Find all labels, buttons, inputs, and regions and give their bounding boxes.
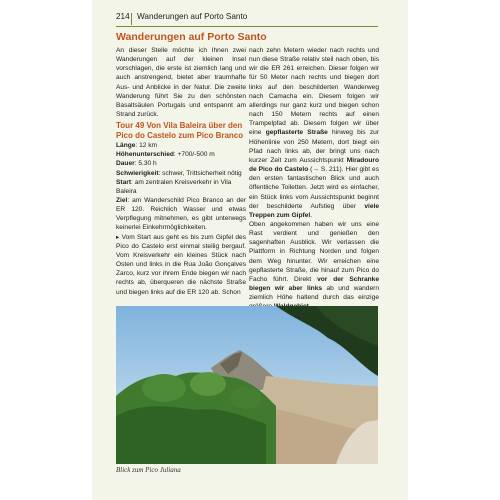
fact-value: : am Wanderschild Pico Branco an der ER 120. Reichlich Wasser und etwas Verpflegung mitnehmen, es gibt unterwegs keinerlei Einkehrmöglichkeiten. xyxy=(116,197,246,232)
tour-title: Tour 49 Von Vila Baleira über den Pico do Castelo zum Pico Branco xyxy=(116,121,244,140)
route-paragraph-1: nach zehn Metern wieder nach rechts und nun diese Straße relativ steil nach oben, bis wir die ER 261 erreichen. Dieser folgen wir für 50 Meter nach rechts und biegen dort links auf den beschilderten Wanderweg nach Camacha ein. Diesem folgen wir allerdings nur ganz kurz und biegen schon nach 150 Metern rechts auf einen Trampelpfad ab. Diesem folgen wir über eine gepflasterte Straße hinweg bis zur Höhenlinie von 250 Metern, dort biegt ein Pfad nach links ab, der bringt uns nach kurzer Zeit zum Aussichtspunkt Miradouro de Pico do Castelo (→ S. 211). Hier gibt es den ersten fantastischen Blick und auch öffentliche Toiletten. Jetzt wird es einfacher, ein Stück links vom Aussichtspunkt beginnt der beschilderte Aufstieg über viele Treppen zum Gipfel. xyxy=(249,47,379,219)
fact-difficulty xyxy=(116,169,246,178)
fact-duration xyxy=(116,159,246,168)
fact-label: Höhenunterschied xyxy=(116,151,174,159)
fact-label: Länge xyxy=(116,142,136,150)
left-column xyxy=(116,46,246,297)
fact-goal xyxy=(116,196,246,233)
highlight-barrier: vor der Schranke biegen wir aber links xyxy=(249,275,380,293)
highlight-paved-road: gepflasterte Straße xyxy=(265,129,328,137)
running-title: Wanderungen auf Porto Santo xyxy=(137,12,248,21)
photo-caption: Blick zum Pico Juliana xyxy=(116,466,181,474)
fact-elevation xyxy=(116,150,246,159)
fact-value: : +700/-500 m xyxy=(173,151,215,159)
fact-value: : 12 km xyxy=(135,142,158,150)
right-column xyxy=(249,46,379,312)
route-paragraph-2: Oben angekommen haben wir uns eine Rast verdient und genießen den sagenhaften Ausblick. Wir verlassen die Plattform in Richtung Norden und folgen dem Weg hinunter. Wir erreichen eine gepflasterte Straße, die hinauf zum Pico do Facho führt. Direkt vor der Schranke biegen wir aber links ab und wandern ziemlich Höhe haltend durch das einzige xyxy=(249,220,379,312)
running-header xyxy=(116,12,378,27)
tour-facts xyxy=(116,141,246,233)
fact-label: Dauer xyxy=(116,160,135,168)
fact-value: : 5.30 h xyxy=(134,160,157,168)
fact-value: : schwer, Trittsicherheit nötig xyxy=(158,169,242,177)
highlight-stairs: viele Treppen zum Gipfel xyxy=(249,202,379,219)
fact-label: Schwierigkeit xyxy=(116,169,159,177)
directions-paragraph: ▸ Vom Start aus geht es bis zum Gipfel des Pico do Castelo erst einmal steilig bergauf. Vom Kreisverkehr ein kleines Stück nach Osten und links in die Rua João Gonçalves Zarco, kurz vor ihrem Ende biegen wir nach rechts ab, überqueren die nächste Straße und biegen links auf die ER 120 ab. Schon xyxy=(116,233,246,296)
fact-label: Start xyxy=(116,178,132,186)
fact-value: : am zentralen Kreisverkehr in Vila Baleira xyxy=(116,178,232,195)
fact-start xyxy=(116,178,246,196)
mountain-photo-illustration xyxy=(116,306,378,464)
intro-paragraph: An dieser Stelle möchte ich Ihnen zwei Wanderungen auf der kleinen Insel vorschlagen, die erste ist ziemlich lang und auch anstrengend, bietet aber traumhafte Aus- und Anblicke in der Natur. Die zweite Wanderung führt Sie zu den schönsten Basaltsäulen Portugals und entspannt am Strand zurück. xyxy=(116,47,246,119)
section-title: Wanderungen auf Porto Santo xyxy=(116,31,267,43)
header-divider xyxy=(131,13,132,25)
landscape-photo xyxy=(116,306,378,464)
page-number: 214 xyxy=(116,12,130,21)
fact-length xyxy=(116,141,246,150)
highlight-viewpoint: Miradouro de Pico do Castelo xyxy=(249,156,379,174)
fact-label: Ziel xyxy=(116,197,128,204)
